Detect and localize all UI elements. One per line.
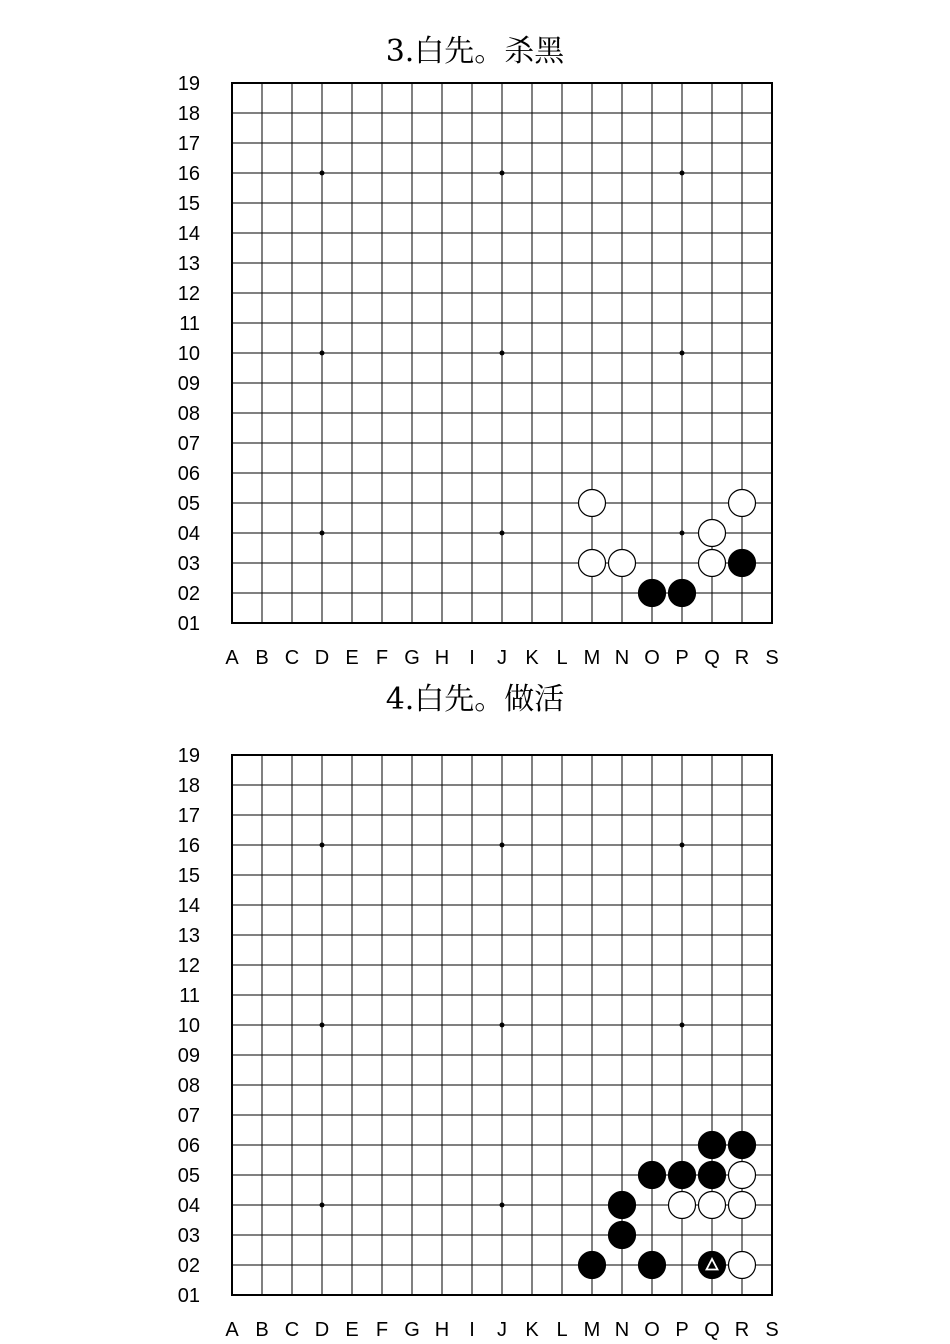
column-label: C xyxy=(284,1319,300,1341)
column-label: K xyxy=(525,1319,539,1341)
black-stone xyxy=(729,550,756,577)
column-label: P xyxy=(675,1319,689,1341)
row-label: 04 xyxy=(177,1195,200,1217)
star-point xyxy=(500,351,505,356)
black-stone xyxy=(579,1252,606,1279)
column-label: E xyxy=(345,647,359,669)
row-label: 05 xyxy=(177,1165,200,1187)
column-label: R xyxy=(734,1319,750,1341)
row-label: 02 xyxy=(177,583,200,605)
problem-3-title: 3.白先。杀黑 xyxy=(385,34,565,69)
column-label: J xyxy=(497,1319,507,1341)
row-label: 12 xyxy=(177,955,200,977)
black-stone xyxy=(639,1252,666,1279)
black-stone xyxy=(699,1162,726,1189)
black-stone xyxy=(639,580,666,607)
column-label: E xyxy=(345,1319,359,1341)
row-label: 14 xyxy=(177,895,200,917)
row-label: 03 xyxy=(177,553,200,575)
star-point xyxy=(320,171,325,176)
column-label: L xyxy=(556,1319,568,1341)
column-label: D xyxy=(314,647,330,669)
column-label: L xyxy=(556,647,568,669)
column-label: A xyxy=(225,647,239,669)
star-point xyxy=(320,531,325,536)
black-stone xyxy=(609,1192,636,1219)
column-label: P xyxy=(675,647,689,669)
star-point xyxy=(680,1023,685,1028)
white-stone xyxy=(609,550,636,577)
black-stone xyxy=(669,580,696,607)
black-stone xyxy=(729,1132,756,1159)
column-label: N xyxy=(614,647,630,669)
star-point xyxy=(320,351,325,356)
column-label: Q xyxy=(704,647,720,669)
white-stone xyxy=(669,1192,696,1219)
star-point xyxy=(680,843,685,848)
black-stone xyxy=(699,1252,726,1279)
row-label: 10 xyxy=(177,343,200,365)
row-label: 13 xyxy=(177,925,200,947)
column-label: Q xyxy=(704,1319,720,1341)
column-label: B xyxy=(255,1319,269,1341)
row-label: 04 xyxy=(177,523,200,545)
column-label: N xyxy=(614,1319,630,1341)
row-label: 16 xyxy=(177,163,200,185)
column-label: O xyxy=(644,1319,660,1341)
white-stone xyxy=(729,490,756,517)
row-label: 01 xyxy=(177,1285,200,1307)
white-stone xyxy=(729,1252,756,1279)
column-label: I xyxy=(469,647,475,669)
row-label: 11 xyxy=(179,313,200,335)
row-label: 02 xyxy=(177,1255,200,1277)
white-stone xyxy=(579,550,606,577)
row-label: 18 xyxy=(177,775,200,797)
row-label: 09 xyxy=(177,1045,200,1067)
column-label: F xyxy=(375,647,389,669)
row-label: 05 xyxy=(177,493,200,515)
row-label: 11 xyxy=(179,985,200,1007)
star-point xyxy=(680,351,685,356)
row-label: 19 xyxy=(177,745,200,767)
white-stone xyxy=(729,1162,756,1189)
column-label: A xyxy=(225,1319,239,1341)
problem-4-board xyxy=(0,672,950,1344)
star-point xyxy=(680,531,685,536)
column-label: M xyxy=(583,647,601,669)
column-label: H xyxy=(434,647,450,669)
black-stone xyxy=(639,1162,666,1189)
column-label: B xyxy=(255,647,269,669)
row-label: 10 xyxy=(177,1015,200,1037)
row-label: 06 xyxy=(177,463,200,485)
row-label: 17 xyxy=(177,133,200,155)
column-label: H xyxy=(434,1319,450,1341)
white-stone xyxy=(729,1192,756,1219)
problem-4-title: 4.白先。做活 xyxy=(385,682,565,717)
white-stone xyxy=(699,520,726,547)
star-point xyxy=(680,171,685,176)
star-point xyxy=(500,531,505,536)
column-label: S xyxy=(765,1319,779,1341)
star-point xyxy=(320,1203,325,1208)
row-label: 06 xyxy=(177,1135,200,1157)
black-stone xyxy=(669,1162,696,1189)
star-point xyxy=(500,1203,505,1208)
row-label: 15 xyxy=(177,865,200,887)
star-point xyxy=(500,1023,505,1028)
column-label: G xyxy=(404,647,420,669)
column-label: F xyxy=(375,1319,389,1341)
row-label: 13 xyxy=(177,253,200,275)
row-label: 03 xyxy=(177,1225,200,1247)
column-label: M xyxy=(583,1319,601,1341)
row-label: 15 xyxy=(177,193,200,215)
column-label: I xyxy=(469,1319,475,1341)
row-label: 16 xyxy=(177,835,200,857)
black-stone xyxy=(699,1132,726,1159)
column-label: O xyxy=(644,647,660,669)
white-stone xyxy=(699,1192,726,1219)
column-label: D xyxy=(314,1319,330,1341)
column-label: C xyxy=(284,647,300,669)
star-point xyxy=(500,843,505,848)
star-point xyxy=(320,1023,325,1028)
row-label: 08 xyxy=(177,403,200,425)
white-stone xyxy=(579,490,606,517)
row-label: 18 xyxy=(177,103,200,125)
star-point xyxy=(320,843,325,848)
column-label: S xyxy=(765,647,779,669)
black-stone xyxy=(609,1222,636,1249)
row-label: 01 xyxy=(177,613,200,635)
row-label: 09 xyxy=(177,373,200,395)
row-label: 12 xyxy=(177,283,200,305)
row-label: 17 xyxy=(177,805,200,827)
column-label: K xyxy=(525,647,539,669)
star-point xyxy=(500,171,505,176)
column-label: J xyxy=(497,647,507,669)
row-label: 08 xyxy=(177,1075,200,1097)
white-stone xyxy=(699,550,726,577)
row-label: 07 xyxy=(177,1105,200,1127)
column-label: G xyxy=(404,1319,420,1341)
row-label: 14 xyxy=(177,223,200,245)
row-label: 07 xyxy=(177,433,200,455)
row-label: 19 xyxy=(177,73,200,95)
column-label: R xyxy=(734,647,750,669)
